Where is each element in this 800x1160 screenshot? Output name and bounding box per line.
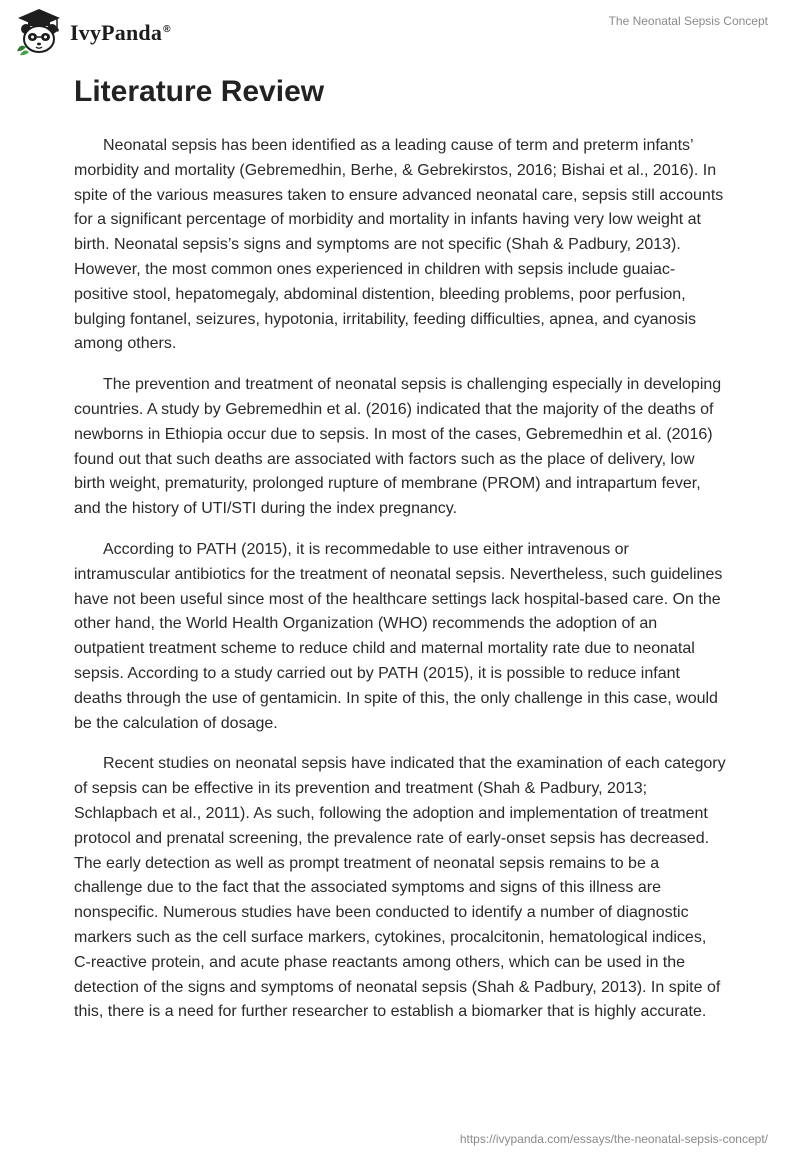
section-heading: Literature Review [74, 75, 325, 108]
brand-logo-link[interactable] [14, 6, 171, 58]
page-header [0, 0, 800, 64]
article-body [74, 70, 726, 1041]
paragraph: The prevention and treatment of neonatal sepsis is challenging especially in developing countries. A study by Gebremedhin et al. (2016) indicated that the majority of the deaths of newborns in Ethiopia occur due to sepsis. In most of the cases, Gebremedhin et al. (2016) found out that such deaths are associated with factors such as the place of delivery, low birth weight, prematurity, prolonged rupture of membrane (PROM) and intrapartum fever, and the history of UTI/STI during the index pregnancy. [74, 376, 722, 518]
paragraph: Recent studies on neonatal sepsis have indicated that the examination of each category of sepsis can be effective in its prevention and treatment (Shah & Padbury, 2013; Schlapbach et al., 2011). As such, following the adoption and implementation of treatment protocol and prenatal screening, the prevalence rate of early-onset sepsis has decreased. The early detection as well as prompt treatment of neonatal sepsis remains to be a challenge due to the fact that the associated symptoms and signs of this illness are nonspecific. Numerous studies have been conducted to identify a number of diagnostic markers such as the cell surface markers, cytokines, procalcitonin, hematological indices, C-reactive protein, and acute phase reactants among others, which can be used in the detection of the signs and symptoms of neonatal sepsis (Shah & Padbury, 2013). In spite of this, there is a need for further researcher to establish a biomarker that is highly accurate. [74, 755, 726, 1021]
source-url-link[interactable]: https://ivypanda.com/essays/the-neonatal-sepsis-concept/ [459, 1132, 768, 1146]
brand-name: IvyPanda® [70, 20, 171, 45]
panda-graduate-icon [14, 7, 64, 57]
paragraph: Neonatal sepsis has been identified as a leading cause of term and preterm infants’ morbidity and mortality (Gebremedhin, Berhe, & Gebrekirstos, 2016; Bishai et al., 2016). In spite of the various measures taken to ensure advanced neonatal care, sepsis still accounts for a significant percentage of morbidity and mortality in infants having very low weight at birth. Neonatal sepsis’s signs and symptoms are not specific (Shah & Padbury, 2013). However, the most common ones experienced in children with sepsis include guaiac-positive stool, hepatomegaly, abdominal distention, bleeding problems, poor perfusion, bulging fontanel, seizures, hypotonia, irritability, feeding difficulties, apnea, and cyanosis among others. [74, 137, 724, 353]
document-title: The Neonatal Sepsis Concept [608, 14, 768, 28]
paragraph: According to PATH (2015), it is recommedable to use either intravenous or intramuscular antibiotics for the treatment of neonatal sepsis. Nevertheless, such guidelines have not been useful since most of the healthcare settings lack hospital-based care. On the other hand, the World Health Organization (WHO) recommends the adoption of an outpatient treatment scheme to reduce child and maternal mortality rate due to neonatal sepsis. According to a study carried out by PATH (2015), it is possible to reduce infant deaths through the use of gentamicin. In spite of this, the only challenge in this case, would be the calculation of dosage. [74, 540, 723, 732]
